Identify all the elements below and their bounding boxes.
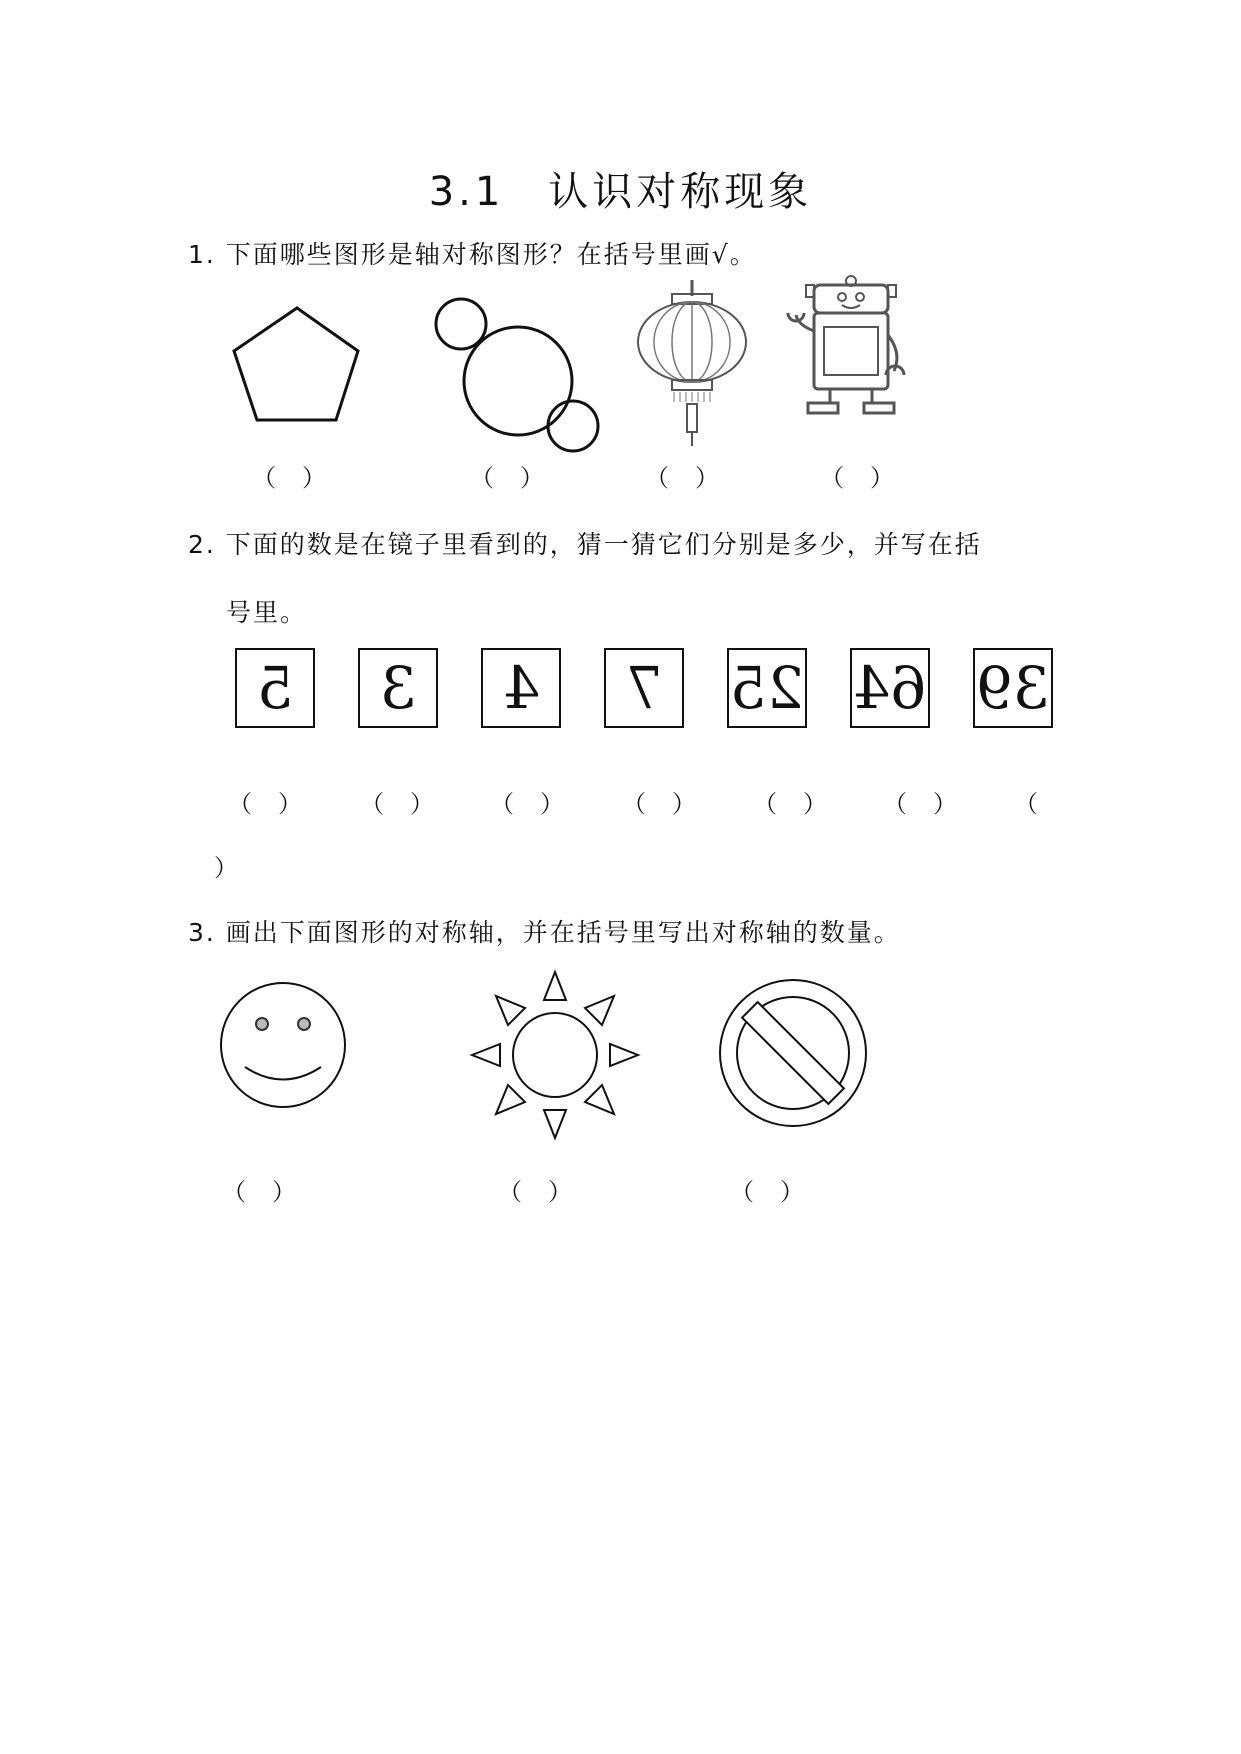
- q2-answer-blank-7-open[interactable]: （: [1014, 790, 1038, 818]
- no-sign-icon: [718, 978, 868, 1128]
- mirrored-number: 39: [976, 654, 1050, 722]
- q2-answer-blank-2[interactable]: [360, 784, 435, 819]
- q1-answer-blank-1[interactable]: [252, 458, 327, 493]
- mirrored-number: 4: [502, 654, 540, 722]
- q1-answer-blank-2[interactable]: [470, 458, 545, 493]
- question-3-text: 3. 画出下面图形的对称轴，并在括号里写出对称轴的数量。: [188, 918, 901, 947]
- robot-icon: [778, 275, 918, 425]
- mirrored-number-box: [727, 648, 807, 728]
- q2-answer-blank-3[interactable]: [490, 784, 565, 819]
- page-title: 3.1 认识对称现象: [428, 169, 813, 215]
- mirrored-number: 64: [853, 654, 927, 722]
- lantern-icon: [632, 280, 752, 450]
- q3-answer-blank-3[interactable]: [730, 1172, 805, 1207]
- mirrored-number: 25: [730, 654, 804, 722]
- mirrored-number-box: [235, 648, 315, 728]
- mirrored-number-box: [850, 648, 930, 728]
- q1-answer-blank-4[interactable]: [820, 458, 895, 493]
- mirrored-number-box: [973, 648, 1053, 728]
- sun-icon: [470, 970, 640, 1140]
- mirrored-number-box: [358, 648, 438, 728]
- q2-answer-blank-4[interactable]: [622, 784, 697, 819]
- mirrored-number: 7: [625, 654, 663, 722]
- q3-answer-blank-1[interactable]: [222, 1172, 297, 1207]
- q2-answer-blank-5[interactable]: [753, 784, 828, 819]
- q3-answer-blank-2[interactable]: [498, 1172, 573, 1207]
- question-2-text-line2: 号里。: [226, 598, 308, 627]
- mirrored-number-box: [604, 648, 684, 728]
- three-circles-icon: [430, 295, 610, 455]
- question-2-text-line1: 2. 下面的数是在镜子里看到的，猜一猜它们分别是多少，并写在括: [188, 530, 982, 559]
- question-1-text: 1. 下面哪些图形是轴对称图形？在括号里画√。: [188, 240, 757, 269]
- mirrored-number-box: [481, 648, 561, 728]
- q2-answer-blank-1[interactable]: [228, 784, 303, 819]
- mirrored-number: 5: [256, 654, 294, 722]
- q1-answer-blank-3[interactable]: [645, 458, 720, 493]
- q2-answer-blank-6[interactable]: [883, 784, 958, 819]
- q2-answer-blank-7-close: ）: [214, 854, 238, 882]
- smiley-face-icon: [218, 980, 348, 1110]
- mirrored-number: 3: [379, 654, 417, 722]
- pentagon-icon: [230, 300, 370, 430]
